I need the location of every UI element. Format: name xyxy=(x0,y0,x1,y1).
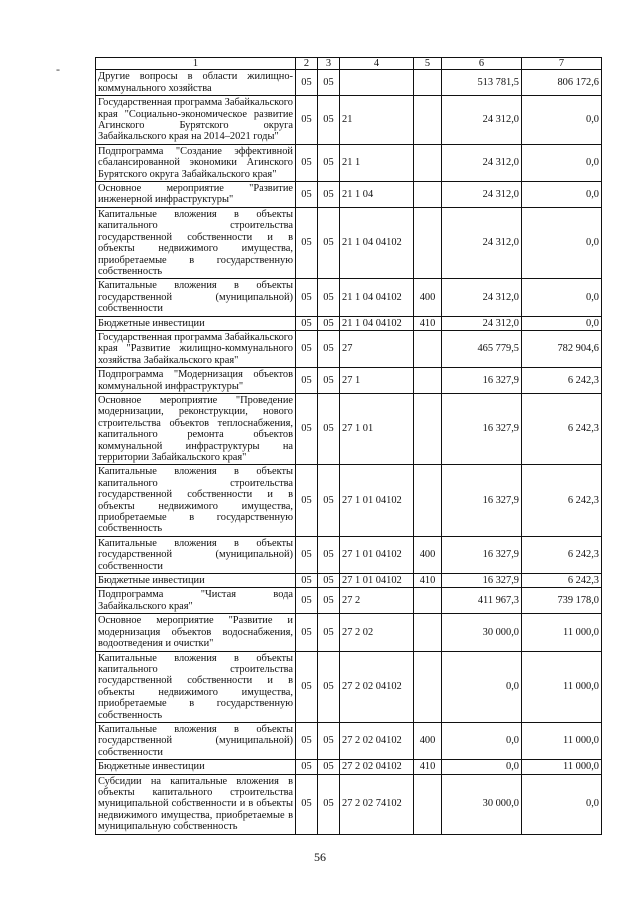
amount-col7-cell: 6 242,3 xyxy=(522,368,602,394)
table-row xyxy=(96,774,602,834)
row-name-cell: Основное мероприятие "Развитие инженерной инфраструктуры" xyxy=(96,182,296,208)
amount-col7-cell: 806 172,6 xyxy=(522,70,602,96)
amount-col6-cell: 513 781,5 xyxy=(442,70,522,96)
subsection-code-cell: 05 xyxy=(318,614,340,651)
amount-col7-cell: 0,0 xyxy=(522,279,602,316)
section-code-cell: 05 xyxy=(296,760,318,774)
amount-col7-cell: 739 178,0 xyxy=(522,588,602,614)
table-row xyxy=(96,614,602,651)
target-article-cell: 27 2 02 04102 xyxy=(340,760,414,774)
expense-type-cell: 410 xyxy=(414,760,442,774)
expense-type-cell: 400 xyxy=(414,722,442,759)
header-cell: 4 xyxy=(340,58,414,70)
section-code-cell: 05 xyxy=(296,368,318,394)
table-row xyxy=(96,182,602,208)
expense-type-cell xyxy=(414,144,442,181)
amount-col6-cell: 16 327,9 xyxy=(442,368,522,394)
amount-col6-cell: 16 327,9 xyxy=(442,536,522,573)
subsection-code-cell: 05 xyxy=(318,330,340,367)
row-name-cell: Бюджетные инвестиции xyxy=(96,760,296,774)
section-code-cell: 05 xyxy=(296,393,318,464)
target-article-cell: 21 1 04 04102 xyxy=(340,279,414,316)
expense-type-cell xyxy=(414,207,442,278)
subsection-code-cell: 05 xyxy=(318,144,340,181)
target-article-cell: 21 1 xyxy=(340,144,414,181)
target-article-cell: 27 xyxy=(340,330,414,367)
section-code-cell: 05 xyxy=(296,774,318,834)
subsection-code-cell: 05 xyxy=(318,182,340,208)
expense-type-cell: 410 xyxy=(414,316,442,330)
section-code-cell: 05 xyxy=(296,651,318,722)
section-code-cell: 05 xyxy=(296,70,318,96)
row-name-cell: Другие вопросы в области жилищно-коммунального хозяйства xyxy=(96,70,296,96)
amount-col6-cell: 0,0 xyxy=(442,722,522,759)
amount-col6-cell: 0,0 xyxy=(442,760,522,774)
amount-col7-cell: 0,0 xyxy=(522,774,602,834)
section-code-cell: 05 xyxy=(296,182,318,208)
page-number: 56 xyxy=(314,850,326,864)
row-name-cell: Основное мероприятие "Развитие и модернизация объектов водоснабжения, водоотведения и очистки" xyxy=(96,614,296,651)
row-name-cell: Капитальные вложения в объекты государственной (муниципальной) собственности xyxy=(96,279,296,316)
expense-type-cell xyxy=(414,330,442,367)
amount-col7-cell: 6 242,3 xyxy=(522,536,602,573)
header-cell: 1 xyxy=(96,58,296,70)
section-code-cell: 05 xyxy=(296,588,318,614)
expense-type-cell xyxy=(414,651,442,722)
row-name-cell: Подпрограмма "Чистая вода Забайкальского края" xyxy=(96,588,296,614)
amount-col6-cell: 24 312,0 xyxy=(442,144,522,181)
target-article-cell xyxy=(340,70,414,96)
table-row xyxy=(96,330,602,367)
expense-type-cell xyxy=(414,465,442,536)
expense-type-cell xyxy=(414,368,442,394)
amount-col6-cell: 465 779,5 xyxy=(442,330,522,367)
target-article-cell: 21 1 04 04102 xyxy=(340,316,414,330)
table-body xyxy=(96,70,602,834)
target-article-cell: 27 2 02 xyxy=(340,614,414,651)
target-article-cell: 27 2 02 74102 xyxy=(340,774,414,834)
row-name-cell: Бюджетные инвестиции xyxy=(96,574,296,588)
table-row xyxy=(96,574,602,588)
table-row xyxy=(96,760,602,774)
target-article-cell: 27 1 xyxy=(340,368,414,394)
target-article-cell: 27 2 xyxy=(340,588,414,614)
amount-col6-cell: 24 312,0 xyxy=(442,316,522,330)
subsection-code-cell: 05 xyxy=(318,574,340,588)
target-article-cell: 27 1 01 xyxy=(340,393,414,464)
target-article-cell: 27 1 01 04102 xyxy=(340,574,414,588)
row-name-cell: Основное мероприятие "Проведение модернизации, реконструкции, нового строительства объектов теплоснабжения, капитального ремонта объектов коммунальной инфраструктуры на территории Забайкальского края" xyxy=(96,393,296,464)
expense-type-cell: 400 xyxy=(414,536,442,573)
header-cell: 5 xyxy=(414,58,442,70)
margin-mark: - xyxy=(56,62,60,76)
table-row xyxy=(96,465,602,536)
header-cell: 6 xyxy=(442,58,522,70)
section-code-cell: 05 xyxy=(296,144,318,181)
table-row xyxy=(96,588,602,614)
expense-type-cell xyxy=(414,393,442,464)
target-article-cell: 21 xyxy=(340,96,414,145)
target-article-cell: 27 1 01 04102 xyxy=(340,465,414,536)
subsection-code-cell: 05 xyxy=(318,588,340,614)
subsection-code-cell: 05 xyxy=(318,465,340,536)
subsection-code-cell: 05 xyxy=(318,760,340,774)
section-code-cell: 05 xyxy=(296,316,318,330)
amount-col6-cell: 30 000,0 xyxy=(442,774,522,834)
amount-col6-cell: 24 312,0 xyxy=(442,279,522,316)
amount-col7-cell: 782 904,6 xyxy=(522,330,602,367)
table-row xyxy=(96,368,602,394)
table-row xyxy=(96,279,602,316)
table-row xyxy=(96,207,602,278)
section-code-cell: 05 xyxy=(296,574,318,588)
header-cell: 2 xyxy=(296,58,318,70)
amount-col7-cell: 0,0 xyxy=(522,144,602,181)
amount-col6-cell: 411 967,3 xyxy=(442,588,522,614)
table-row xyxy=(96,536,602,573)
table-header-row xyxy=(96,58,602,70)
amount-col7-cell: 0,0 xyxy=(522,316,602,330)
amount-col7-cell: 11 000,0 xyxy=(522,614,602,651)
subsection-code-cell: 05 xyxy=(318,774,340,834)
target-article-cell: 27 2 02 04102 xyxy=(340,651,414,722)
row-name-cell: Подпрограмма "Создание эффективной сбалансированной экономики Агинского Бурятского округа Забайкальского края" xyxy=(96,144,296,181)
expense-type-cell xyxy=(414,588,442,614)
amount-col6-cell: 0,0 xyxy=(442,651,522,722)
subsection-code-cell: 05 xyxy=(318,207,340,278)
subsection-code-cell: 05 xyxy=(318,722,340,759)
row-name-cell: Капитальные вложения в объекты капитального строительства государственной собственности и в объекты недвижимого имущества, приобретаемые в государственную собственность xyxy=(96,207,296,278)
amount-col7-cell: 0,0 xyxy=(522,207,602,278)
section-code-cell: 05 xyxy=(296,722,318,759)
table-row xyxy=(96,722,602,759)
amount-col6-cell: 24 312,0 xyxy=(442,96,522,145)
subsection-code-cell: 05 xyxy=(318,651,340,722)
amount-col6-cell: 24 312,0 xyxy=(442,207,522,278)
header-cell: 7 xyxy=(522,58,602,70)
table-row xyxy=(96,651,602,722)
expense-type-cell: 410 xyxy=(414,574,442,588)
target-article-cell: 21 1 04 04102 xyxy=(340,207,414,278)
amount-col7-cell: 11 000,0 xyxy=(522,722,602,759)
amount-col6-cell: 24 312,0 xyxy=(442,182,522,208)
expense-type-cell xyxy=(414,774,442,834)
amount-col7-cell: 11 000,0 xyxy=(522,651,602,722)
amount-col7-cell: 6 242,3 xyxy=(522,574,602,588)
row-name-cell: Капитальные вложения в объекты капитального строительства государственной собственности и в объекты недвижимого имущества, приобретаемые в государственную собственность xyxy=(96,651,296,722)
row-name-cell: Государственная программа Забайкальского края "Развитие жилищно-коммунального хозяйства Забайкальского края" xyxy=(96,330,296,367)
row-name-cell: Государственная программа Забайкальского края "Социально-экономическое развитие Агинского Бурятского округа Забайкальского края на 2014–2021 годы" xyxy=(96,96,296,145)
expense-type-cell xyxy=(414,614,442,651)
target-article-cell: 21 1 04 xyxy=(340,182,414,208)
expense-type-cell: 400 xyxy=(414,279,442,316)
table-row xyxy=(96,393,602,464)
row-name-cell: Капитальные вложения в объекты государственной (муниципальной) собственности xyxy=(96,722,296,759)
budget-table xyxy=(95,57,602,835)
subsection-code-cell: 05 xyxy=(318,393,340,464)
amount-col7-cell: 6 242,3 xyxy=(522,465,602,536)
row-name-cell: Субсидии на капитальные вложения в объекты капитального строительства муниципальной собственности и в объекты недвижимого имущества, приобретаемые в муниципальную собственность xyxy=(96,774,296,834)
amount-col6-cell: 16 327,9 xyxy=(442,574,522,588)
subsection-code-cell: 05 xyxy=(318,279,340,316)
row-name-cell: Капитальные вложения в объекты государственной (муниципальной) собственности xyxy=(96,536,296,573)
section-code-cell: 05 xyxy=(296,96,318,145)
table-row xyxy=(96,316,602,330)
target-article-cell: 27 2 02 04102 xyxy=(340,722,414,759)
amount-col6-cell: 16 327,9 xyxy=(442,393,522,464)
row-name-cell: Подпрограмма "Модернизация объектов коммунальной инфраструктуры" xyxy=(96,368,296,394)
amount-col7-cell: 0,0 xyxy=(522,182,602,208)
section-code-cell: 05 xyxy=(296,330,318,367)
expense-type-cell xyxy=(414,182,442,208)
subsection-code-cell: 05 xyxy=(318,368,340,394)
expense-type-cell xyxy=(414,96,442,145)
table-row xyxy=(96,96,602,145)
header-cell: 3 xyxy=(318,58,340,70)
section-code-cell: 05 xyxy=(296,614,318,651)
section-code-cell: 05 xyxy=(296,279,318,316)
amount-col7-cell: 11 000,0 xyxy=(522,760,602,774)
table-row xyxy=(96,70,602,96)
section-code-cell: 05 xyxy=(296,207,318,278)
section-code-cell: 05 xyxy=(296,536,318,573)
subsection-code-cell: 05 xyxy=(318,316,340,330)
subsection-code-cell: 05 xyxy=(318,536,340,573)
amount-col6-cell: 16 327,9 xyxy=(442,465,522,536)
row-name-cell: Бюджетные инвестиции xyxy=(96,316,296,330)
amount-col6-cell: 30 000,0 xyxy=(442,614,522,651)
subsection-code-cell: 05 xyxy=(318,96,340,145)
amount-col7-cell: 0,0 xyxy=(522,96,602,145)
amount-col7-cell: 6 242,3 xyxy=(522,393,602,464)
expense-type-cell xyxy=(414,70,442,96)
row-name-cell: Капитальные вложения в объекты капитального строительства государственной собственности и в объекты недвижимого имущества, приобретаемые в государственную собственность xyxy=(96,465,296,536)
subsection-code-cell: 05 xyxy=(318,70,340,96)
target-article-cell: 27 1 01 04102 xyxy=(340,536,414,573)
table-row xyxy=(96,144,602,181)
section-code-cell: 05 xyxy=(296,465,318,536)
